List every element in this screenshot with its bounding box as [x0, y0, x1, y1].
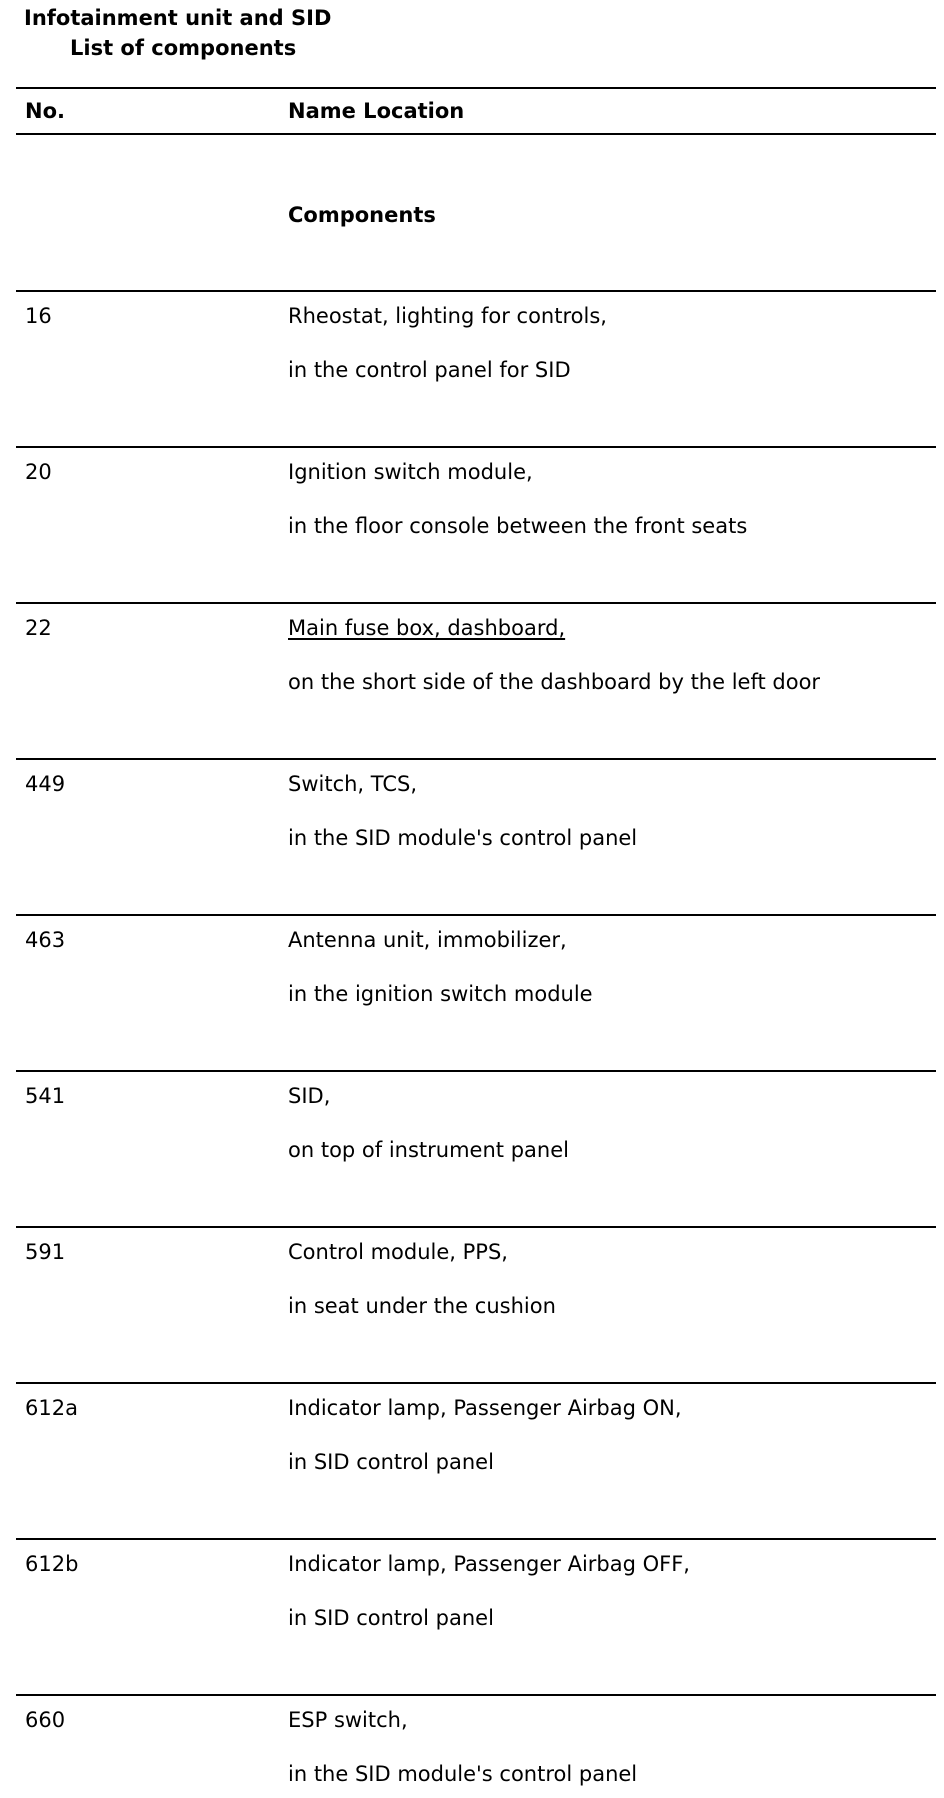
component-name: Switch, TCS, [288, 772, 418, 796]
component-location: in SID control panel [288, 1606, 494, 1630]
component-number: 612a [25, 1396, 78, 1420]
document-title: Infotainment unit and SID [24, 6, 332, 30]
header-no: No. [25, 99, 65, 123]
component-number: 16 [25, 304, 52, 328]
component-name: Indicator lamp, Passenger Airbag OFF, [288, 1552, 690, 1576]
component-location: in seat under the cushion [288, 1294, 556, 1318]
component-location: on the short side of the dashboard by the left door [288, 670, 821, 694]
component-number: 660 [25, 1708, 66, 1732]
component-location: in the control panel for SID [288, 358, 571, 382]
row-divider [16, 1694, 936, 1696]
component-location: in the ignition switch module [288, 982, 593, 1006]
component-number: 463 [25, 928, 66, 952]
row-divider [16, 914, 936, 916]
row-divider [16, 1070, 936, 1072]
row-divider [16, 1538, 936, 1540]
header-bottom-rule [16, 133, 936, 135]
component-name: Antenna unit, immobilizer, [288, 928, 567, 952]
component-number: 20 [25, 460, 52, 484]
component-location: in the floor console between the front seats [288, 514, 748, 538]
component-number: 22 [25, 616, 52, 640]
component-number: 449 [25, 772, 66, 796]
component-name: Ignition switch module, [288, 460, 533, 484]
component-name: SID, [288, 1084, 331, 1108]
component-name: Indicator lamp, Passenger Airbag ON, [288, 1396, 682, 1420]
component-number: 612b [25, 1552, 79, 1576]
component-number: 591 [25, 1240, 66, 1264]
component-name: ESP switch, [288, 1708, 408, 1732]
header-name-location: Name Location [288, 99, 465, 123]
component-location: in the SID module's control panel [288, 826, 638, 850]
component-name: Control module, PPS, [288, 1240, 508, 1264]
row-divider [16, 758, 936, 760]
row-divider [16, 1226, 936, 1228]
component-location: on top of instrument panel [288, 1138, 569, 1162]
row-divider [16, 1382, 936, 1384]
row-divider [16, 290, 936, 292]
section-heading: Components [288, 203, 436, 227]
component-name: Rheostat, lighting for controls, [288, 304, 607, 328]
component-name-link[interactable]: Main fuse box, dashboard, [288, 616, 566, 640]
document-subtitle: List of components [70, 36, 297, 60]
row-divider [16, 602, 936, 604]
component-location: in SID control panel [288, 1450, 494, 1474]
table-top-rule [16, 87, 936, 89]
component-number: 541 [25, 1084, 66, 1108]
row-divider [16, 446, 936, 448]
component-location: in the SID module's control panel [288, 1762, 638, 1786]
